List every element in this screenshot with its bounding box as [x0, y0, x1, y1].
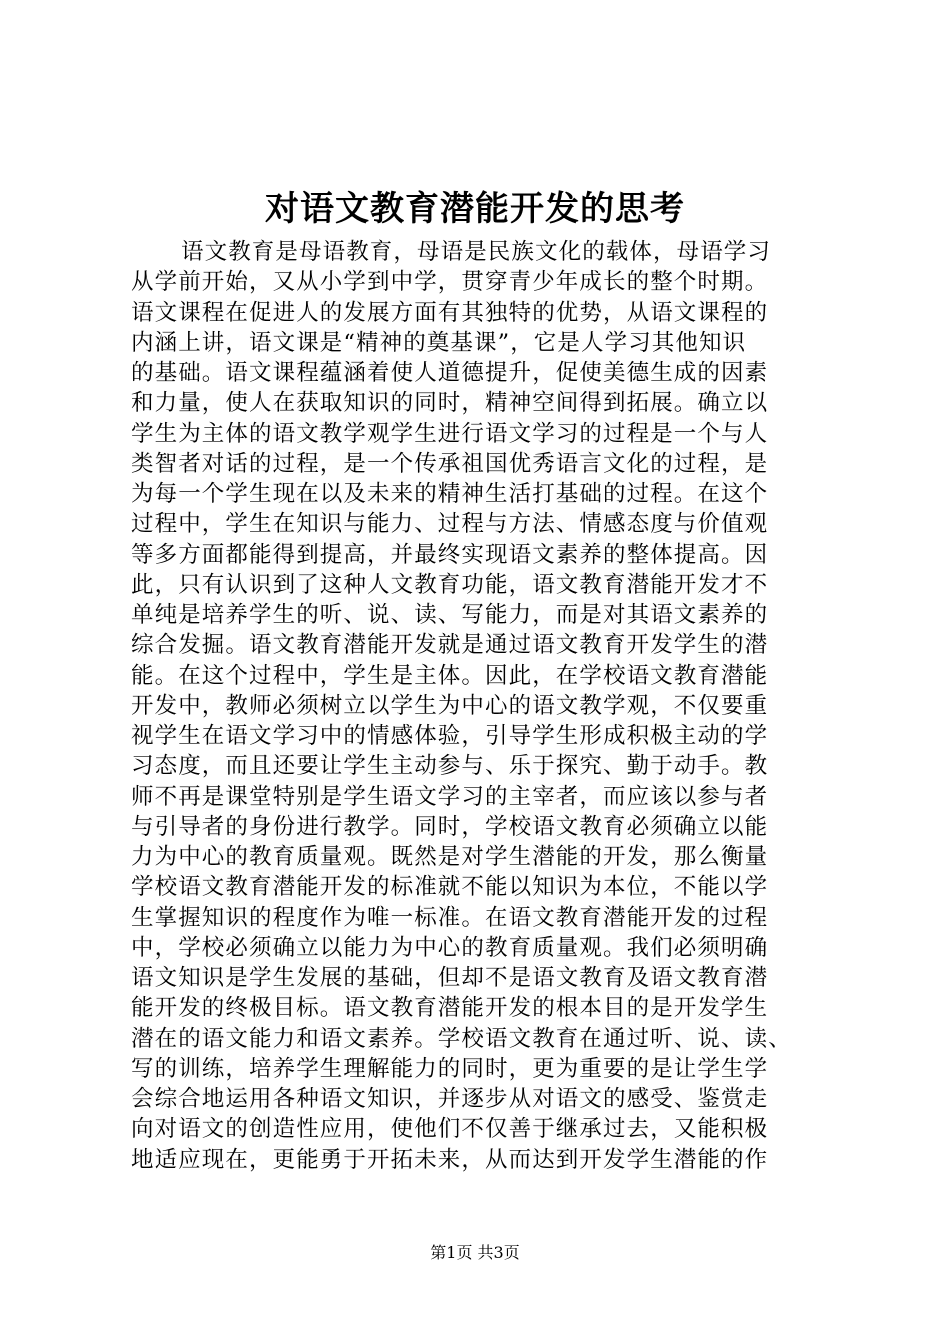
- body-line: 学校语文教育潜能开发的标准就不能以知识为本位，不能以学: [131, 874, 769, 901]
- body-line: 生掌握知识的程度作为唯一标准。在语文教育潜能开发的过程: [131, 904, 769, 931]
- body-line: 能。在这个过程中，学生是主体。因此，在学校语文教育潜能: [131, 662, 769, 689]
- body-line: 为每一个学生现在以及未来的精神生活打基础的过程。在这个: [131, 481, 769, 507]
- body-line: 习态度，而且还要让学生主动参与、乐于探究、勤于动手。教: [131, 753, 769, 780]
- body-line: 单纯是培养学生的听、说、读、写能力，而是对其语文素养的: [131, 602, 769, 628]
- body-line: 写的训练，培养学生理解能力的同时，更为重要的是让学生学: [131, 1055, 769, 1082]
- body-line: 能开发的终极目标。语文教育潜能开发的根本目的是开发学生: [131, 995, 769, 1022]
- body-line: 语文教育是母语教育，母语是民族文化的载体，母语学习: [181, 239, 772, 265]
- body-line: 力为中心的教育质量观。既然是对学生潜能的开发，那么衡量: [131, 844, 769, 870]
- body-line: 地适应现在，更能勇于开拓未来，从而达到开发学生潜能的作: [131, 1146, 769, 1173]
- body-line: 过程中，学生在知识与能力、过程与方法、情感态度与价值观: [131, 511, 769, 538]
- body-line: 语文知识是学生发展的基础，但却不是语文教育及语文教育潜: [131, 965, 769, 991]
- body-line: 视学生在语文学习中的情感体验，引导学生形成积极主动的学: [131, 723, 769, 749]
- body-line: 综合发掘。语文教育潜能开发就是通过语文教育开发学生的潜: [131, 632, 769, 659]
- body-paragraph: [131, 237, 831, 1175]
- page-footer: 第1页 共3页: [430, 1243, 520, 1262]
- body-line: 师不再是课堂特别是学生语文学习的主宰者，而应该以参与者: [131, 783, 769, 810]
- body-line: 中，学校必须确立以能力为中心的教育质量观。我们必须明确: [131, 934, 769, 961]
- body-line: 学生为主体的语文教学观学生进行语文学习的过程是一个与人: [131, 420, 769, 447]
- body-line: 的基础。语文课程蕴涵着使人道德提升，促使美德生成的因素: [131, 360, 769, 386]
- body-line: 向对语文的创造性应用，使他们不仅善于继承过去，又能积极: [131, 1116, 769, 1143]
- body-line: 会综合地运用各种语文知识，并逐步从对语文的感受、鉴赏走: [131, 1086, 769, 1112]
- body-line: 等多方面都能得到提高，并最终实现语文素养的整体提高。因: [131, 541, 769, 568]
- body-line: 语文课程在促进人的发展方面有其独特的优势，从语文课程的: [131, 299, 769, 326]
- body-line: 内涵上讲，语文课是“精神的奠基课”，它是人学习其他知识: [131, 329, 747, 356]
- body-line: 类智者对话的过程，是一个传承祖国优秀语言文化的过程，是: [131, 450, 769, 477]
- body-line: 此，只有认识到了这种人文教育功能，语文教育潜能开发才不: [131, 571, 769, 598]
- body-line: 潜在的语文能力和语文素养。学校语文教育在通过听、说、读、: [131, 1025, 792, 1052]
- document-title: 对语文教育潜能开发的思考: [265, 189, 685, 229]
- body-line: 开发中，教师必须树立以学生为中心的语文教学观，不仅要重: [131, 692, 769, 719]
- body-line: 和力量，使人在获取知识的同时，精神空间得到拓展。确立以: [131, 390, 769, 417]
- body-line: 从学前开始，又从小学到中学，贯穿青少年成长的整个时期。: [131, 269, 769, 296]
- body-line: 与引导者的身份进行教学。同时，学校语文教育必须确立以能: [131, 813, 769, 840]
